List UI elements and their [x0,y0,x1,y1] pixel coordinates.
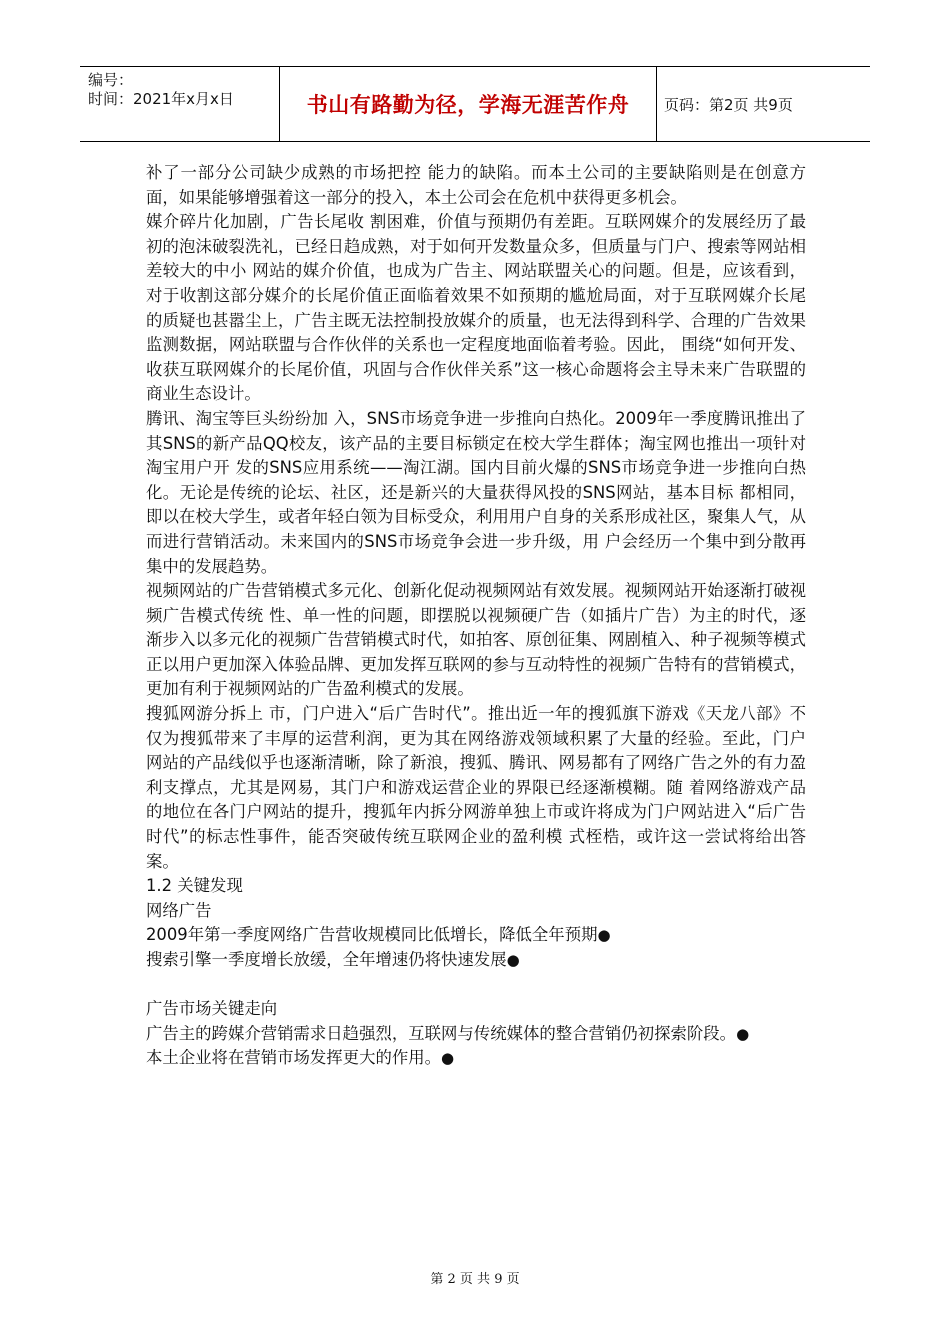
list-item-text: 本土企业将在营销市场发挥更大的作用。 [146,1048,442,1068]
bullet-icon: ● [597,926,611,945]
bullet-icon: ● [441,1049,455,1068]
page-header [80,66,870,142]
list-item-text: 广告主的跨媒介营销需求日趋强烈，互联网与传统媒体的整合营销仍初探索阶段。 [146,1023,737,1043]
document-body [146,161,806,1071]
body-paragraph: 搜狐网游分拆上 市，门户进入“后广告时代”。推出近一年的搜狐旗下游戏《天龙八部》不仅为搜狐带来了丰厚的运营利润，更为其在网络游戏领域积累了大量的经验。至此，门户 网站的产品线似乎也逐渐清晰，除了新浪，搜狐、腾讯、网易都有了网络广告之外的有力盈利支撑点，尤其是网易，其门户和游戏运营企业的界限已经逐渐模糊。随 着网络游戏产品的地位在各门户网站的提升，搜狐年内拆分网游单独上市或许将成为门户网站进入“后广告时代”的标志性事件，能否突破传统互联网企业的盈利模 式桎梏，或许这一尝试将给出答案。 [146,704,806,871]
list-item-text: 搜索引擎一季度增长放缓，全年增速仍将快速发展 [146,950,507,969]
bullet-icon: ● [736,1024,750,1043]
page-footer: 第 2 页 共 9 页 [430,1272,520,1287]
section-heading: 1.2 关键发现 [146,876,243,896]
document-number-label: 编号： [88,71,134,89]
group-title: 网络广告 [146,900,212,920]
list-item [146,923,806,948]
header-motto: 书山有路勤为径，学海无涯苦作舟 [306,92,630,117]
body-paragraph: 腾讯、淘宝等巨头纷纷加 入，SNS市场竞争进一步推向白热化。2009年一季度腾讯推出了其SNS的新产品QQ校友，该产品的主要目标锁定在校大学生群体；淘宝网也推出一项针对淘宝用户开 发的SNS应用系统——淘江湖。国内目前火爆的SNS市场竞争进一步推向白热化。无论是传统的论坛、社区，还是新兴的大量获得风投的SNS网站，基本目标 都相同，即以在校大学生，或者年轻白领为目标受众，利用用户自身的关系形成社区，聚集人气，从而进行营销活动。未来国内的SNS市场竞争会进一步升级，用 户会经历一个集中到分散再集中的发展趋势。 [146,408,806,576]
bullet-icon: ● [506,951,520,969]
body-paragraph: 视频网站的广告营销模式多元化、创新化促动视频网站有效发展。视频网站开始逐渐打破视频广告模式传统 性、单一性的问题，即摆脱以视频硬广告（如插片广告）为主的时代，逐渐步入以多元化的视频广告营销模式时代，如拍客、原创征集、网剧植入、种子视频等模式 正以用户更加深入体验品牌、更加发挥互联网的参与互动特性的视频广告特有的营销模式，更加有利于视频网站的广告盈利模式的发展。 [146,581,806,699]
document-date-label: 时间：2021年x月x日 [88,90,234,108]
header-page-number: 页码：第2页 共9页 [664,95,793,114]
list-item [146,948,806,973]
body-paragraph: 补了一部分公司缺少成熟的市场把控 能力的缺陷。而本土公司的主要缺陷则是在创意方面，如果能够增强着这一部分的投入，本土公司会在危机中获得更多机会。 [146,163,806,207]
spacer [146,973,806,998]
header-divider [656,67,657,141]
header-meta [88,71,288,109]
list-item [146,1046,806,1071]
list-item-text: 2009年第一季度网络广告营收规模同比低增长，降低全年预期 [146,925,598,945]
list-item [146,1022,806,1047]
group-title: 广告市场关键走向 [146,999,278,1019]
body-paragraph: 媒介碎片化加剧，广告长尾收 割困难，价值与预期仍有差距。互联网媒介的发展经历了最初的泡沫破裂洗礼，已经日趋成熟，对于如何开发数量众多，但质量与门户、搜索等网站相差较大的中小 网站的媒介价值，也成为广告主、网站联盟关心的问题。但是，应该看到，对于收割这部分媒介的长尾价值正面临着效果不如预期的尴尬局面，对于互联网媒介长尾 的质疑也甚嚣尘上，广告主既无法控制投放媒介的质量，也无法得到科学、合理的广告效果监测数据，网站联盟与合作伙伴的关系也一定程度地面临着考验。因此， 围绕“如何开发、收获互联网媒介的长尾价值，巩固与合作伙伴关系”这一核心命题将会主导未来广告联盟的商业生态设计。 [146,212,806,404]
